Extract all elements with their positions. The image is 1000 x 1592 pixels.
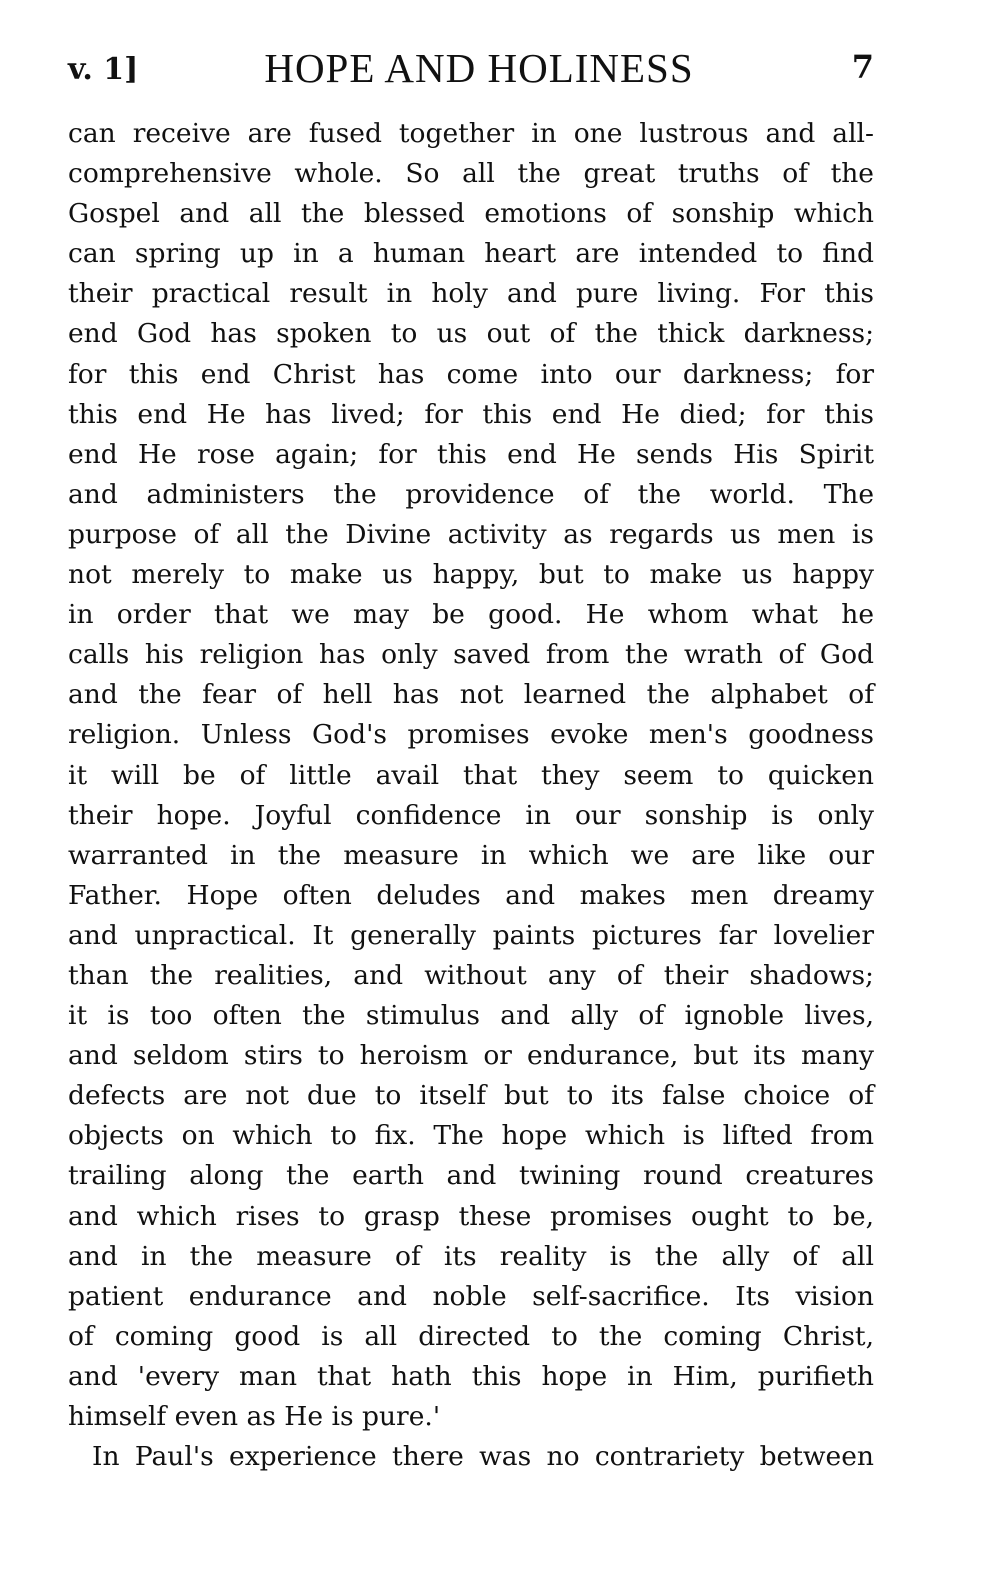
body-text <box>68 114 874 1477</box>
page-header <box>68 42 876 92</box>
text-line: can spring up in a human heart are intended to find <box>68 238 874 270</box>
text-line: end God has spoken to us out of the thick darkness; <box>68 318 874 350</box>
text-line: than the realities, and without any of their shadows; <box>68 959 874 991</box>
text-line: not merely to make us happy, but to make us happy <box>68 559 874 591</box>
text-line: objects on which to fix. The hope which is lifted from <box>68 1120 874 1152</box>
page-number: 7 <box>851 48 874 86</box>
text-line: Gospel and all the blessed emotions of sonship which <box>68 198 874 230</box>
text-line: and the fear of hell has not learned the alphabet of <box>68 679 874 711</box>
text-line: of coming good is all directed to the coming Christ, <box>68 1320 874 1352</box>
text-line: Father. Hope often deludes and makes men dreamy <box>68 879 874 911</box>
text-line: this end He has lived; for this end He died; for this <box>68 398 874 430</box>
text-line: their practical result in holy and pure living. For this <box>68 278 874 310</box>
text-line: defects are not due to itself but to its false choice of <box>68 1080 874 1112</box>
text-line: and administers the providence of the world. The <box>68 478 874 510</box>
text-line: calls his religion has only saved from the wrath of God <box>68 639 874 671</box>
text-line: it will be of little avail that they seem to quicken <box>68 759 874 791</box>
chapter-verse-reference: v. 1] <box>68 52 139 87</box>
text-line: himself even as He is pure.' <box>68 1401 441 1432</box>
paragraph-1 <box>68 114 874 1437</box>
text-line: for this end Christ has come into our darkness; for <box>68 358 874 390</box>
text-line: and 'every man that hath this hope in Him, purifieth <box>68 1360 874 1392</box>
paragraph-2 <box>68 1437 874 1477</box>
text-line: it is too often the stimulus and ally of ignoble lives, <box>68 1000 874 1032</box>
text-line: their hope. Joyful confidence in our sonship is only <box>68 799 874 831</box>
text-line: in order that we may be good. He whom what he <box>68 599 874 631</box>
text-line: and which rises to grasp these promises ought to be, <box>68 1200 874 1232</box>
text-line: comprehensive whole. So all the great truths of the <box>68 158 874 190</box>
text-line: purpose of all the Divine activity as regards us men is <box>68 518 874 550</box>
text-line: can receive are fused together in one lustrous and all- <box>68 118 874 149</box>
text-line: trailing along the earth and twining round creatures <box>68 1160 874 1192</box>
text-line: and in the measure of its reality is the ally of all <box>68 1240 874 1272</box>
text-line: In Paul's experience there was no contrariety between <box>92 1441 874 1473</box>
text-line: and seldom stirs to heroism or endurance, but its many <box>68 1040 874 1072</box>
text-line: religion. Unless God's promises evoke men's goodness <box>68 719 874 751</box>
text-line: and unpractical. It generally paints pictures far lovelier <box>68 919 874 951</box>
text-line: end He rose again; for this end He sends His Spirit <box>68 438 874 470</box>
text-line: warranted in the measure in which we are like our <box>68 839 874 871</box>
text-line: patient endurance and noble self-sacrifice. Its vision <box>68 1280 874 1312</box>
running-title: HOPE AND HOLINESS <box>264 45 694 91</box>
